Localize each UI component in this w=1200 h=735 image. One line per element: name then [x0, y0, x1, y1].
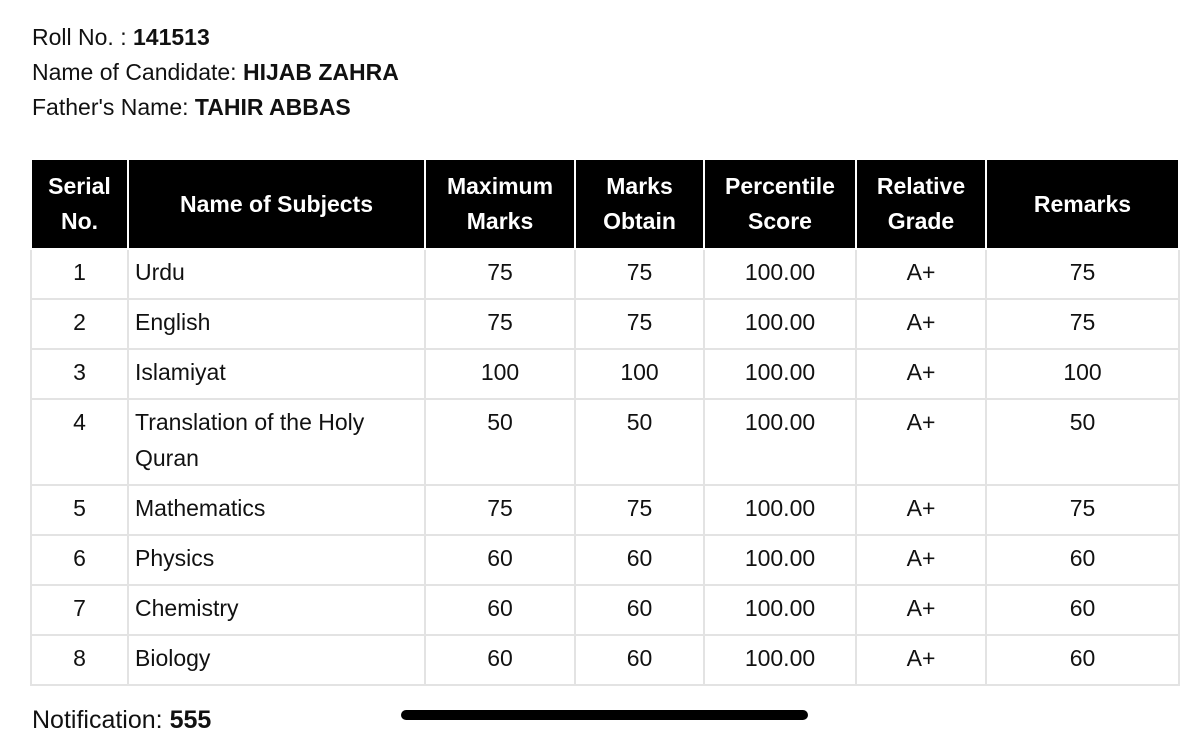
cell-grade: A+ — [856, 485, 986, 535]
cell-percentile: 100.00 — [704, 399, 856, 485]
cell-remarks: 75 — [986, 249, 1179, 299]
header-relative-grade — [856, 159, 986, 249]
candidate-name-line — [32, 55, 399, 90]
header-remarks — [986, 159, 1179, 249]
cell-serial: 2 — [31, 299, 128, 349]
cell-subject: Islamiyat — [128, 349, 425, 399]
cell-max-marks: 50 — [425, 399, 575, 485]
cell-marks-obtained: 60 — [575, 635, 704, 685]
table-row — [31, 485, 1179, 535]
cell-serial: 8 — [31, 635, 128, 685]
roll-number-label: Roll No. : — [32, 24, 127, 50]
cell-max-marks: 75 — [425, 299, 575, 349]
candidate-info — [32, 20, 399, 125]
cell-marks-obtained: 75 — [575, 485, 704, 535]
table-row — [31, 349, 1179, 399]
cell-max-marks: 60 — [425, 635, 575, 685]
header-percentile-line-1: Percentile — [725, 173, 835, 199]
table-row — [31, 535, 1179, 585]
cell-marks-obtained: 75 — [575, 299, 704, 349]
cell-max-marks: 75 — [425, 485, 575, 535]
cell-grade: A+ — [856, 399, 986, 485]
cell-max-marks: 75 — [425, 249, 575, 299]
header-obtained-line-1: Marks — [606, 173, 673, 199]
cell-percentile: 100.00 — [704, 485, 856, 535]
roll-number-line — [32, 20, 399, 55]
header-max-line-1: Maximum — [446, 173, 554, 199]
cell-remarks: 75 — [986, 485, 1179, 535]
father-name-line — [32, 90, 399, 125]
cell-subject: Translation of the Holy Quran — [128, 399, 425, 485]
cell-remarks: 50 — [986, 399, 1179, 485]
table-row — [31, 635, 1179, 685]
cell-serial: 3 — [31, 349, 128, 399]
header-percentile-score — [704, 159, 856, 249]
header-subject-line-1: Name of Subjects — [180, 190, 373, 217]
header-serial-line-1: Serial — [48, 173, 111, 199]
father-name-label: Father's Name: — [32, 94, 189, 120]
cell-marks-obtained: 50 — [575, 399, 704, 485]
header-grade-line-1: Relative — [876, 173, 966, 199]
cell-serial: 6 — [31, 535, 128, 585]
table-row — [31, 399, 1179, 485]
candidate-name-label: Name of Candidate: — [32, 59, 237, 85]
cell-serial: 7 — [31, 585, 128, 635]
cell-subject: Mathematics — [128, 485, 425, 535]
header-marks-obtained — [575, 159, 704, 249]
cell-marks-obtained: 75 — [575, 249, 704, 299]
cell-marks-obtained: 60 — [575, 585, 704, 635]
header-serial-line-2: No. — [60, 208, 99, 234]
header-subject-name — [128, 159, 425, 249]
notification-value: 555 — [169, 706, 212, 734]
cell-remarks: 75 — [986, 299, 1179, 349]
header-percentile-line-2: Score — [748, 208, 812, 234]
cell-percentile: 100.00 — [704, 635, 856, 685]
cell-remarks: 60 — [986, 635, 1179, 685]
cell-remarks: 60 — [986, 585, 1179, 635]
cell-grade: A+ — [856, 349, 986, 399]
cell-serial: 4 — [31, 399, 128, 485]
cell-serial: 5 — [31, 485, 128, 535]
cell-percentile: 100.00 — [704, 349, 856, 399]
cell-grade: A+ — [856, 249, 986, 299]
cell-marks-obtained: 100 — [575, 349, 704, 399]
marks-table — [30, 158, 1180, 686]
cell-marks-obtained: 60 — [575, 535, 704, 585]
cell-subject: English — [128, 299, 425, 349]
cell-percentile: 100.00 — [704, 585, 856, 635]
cell-percentile: 100.00 — [704, 299, 856, 349]
cell-subject: Biology — [128, 635, 425, 685]
header-grade-line-2: Grade — [887, 208, 955, 234]
cell-max-marks: 60 — [425, 535, 575, 585]
notification-line — [32, 706, 211, 735]
cell-serial: 1 — [31, 249, 128, 299]
cell-remarks: 60 — [986, 535, 1179, 585]
roll-number-value: 141513 — [132, 24, 210, 50]
cell-grade: A+ — [856, 535, 986, 585]
home-indicator-bar[interactable] — [401, 710, 808, 720]
table-row — [31, 299, 1179, 349]
table-row — [31, 249, 1179, 299]
cell-percentile: 100.00 — [704, 249, 856, 299]
candidate-name-value: HIJAB ZAHRA — [242, 59, 399, 85]
cell-max-marks: 100 — [425, 349, 575, 399]
cell-grade: A+ — [856, 585, 986, 635]
cell-subject: Physics — [128, 535, 425, 585]
cell-grade: A+ — [856, 635, 986, 685]
cell-subject: Urdu — [128, 249, 425, 299]
father-name-value: TAHIR ABBAS — [194, 94, 351, 120]
header-maximum-marks — [425, 159, 575, 249]
header-serial-no — [31, 159, 128, 249]
header-remarks-line-1: Remarks — [1033, 190, 1132, 217]
header-max-line-2: Marks — [466, 208, 534, 234]
header-obtained-line-2: Obtain — [603, 208, 676, 234]
cell-max-marks: 60 — [425, 585, 575, 635]
notification-label: Notification: — [32, 706, 163, 734]
cell-grade: A+ — [856, 299, 986, 349]
table-row — [31, 585, 1179, 635]
cell-percentile: 100.00 — [704, 535, 856, 585]
cell-subject: Chemistry — [128, 585, 425, 635]
cell-remarks: 100 — [986, 349, 1179, 399]
table-header-row — [31, 159, 1179, 249]
